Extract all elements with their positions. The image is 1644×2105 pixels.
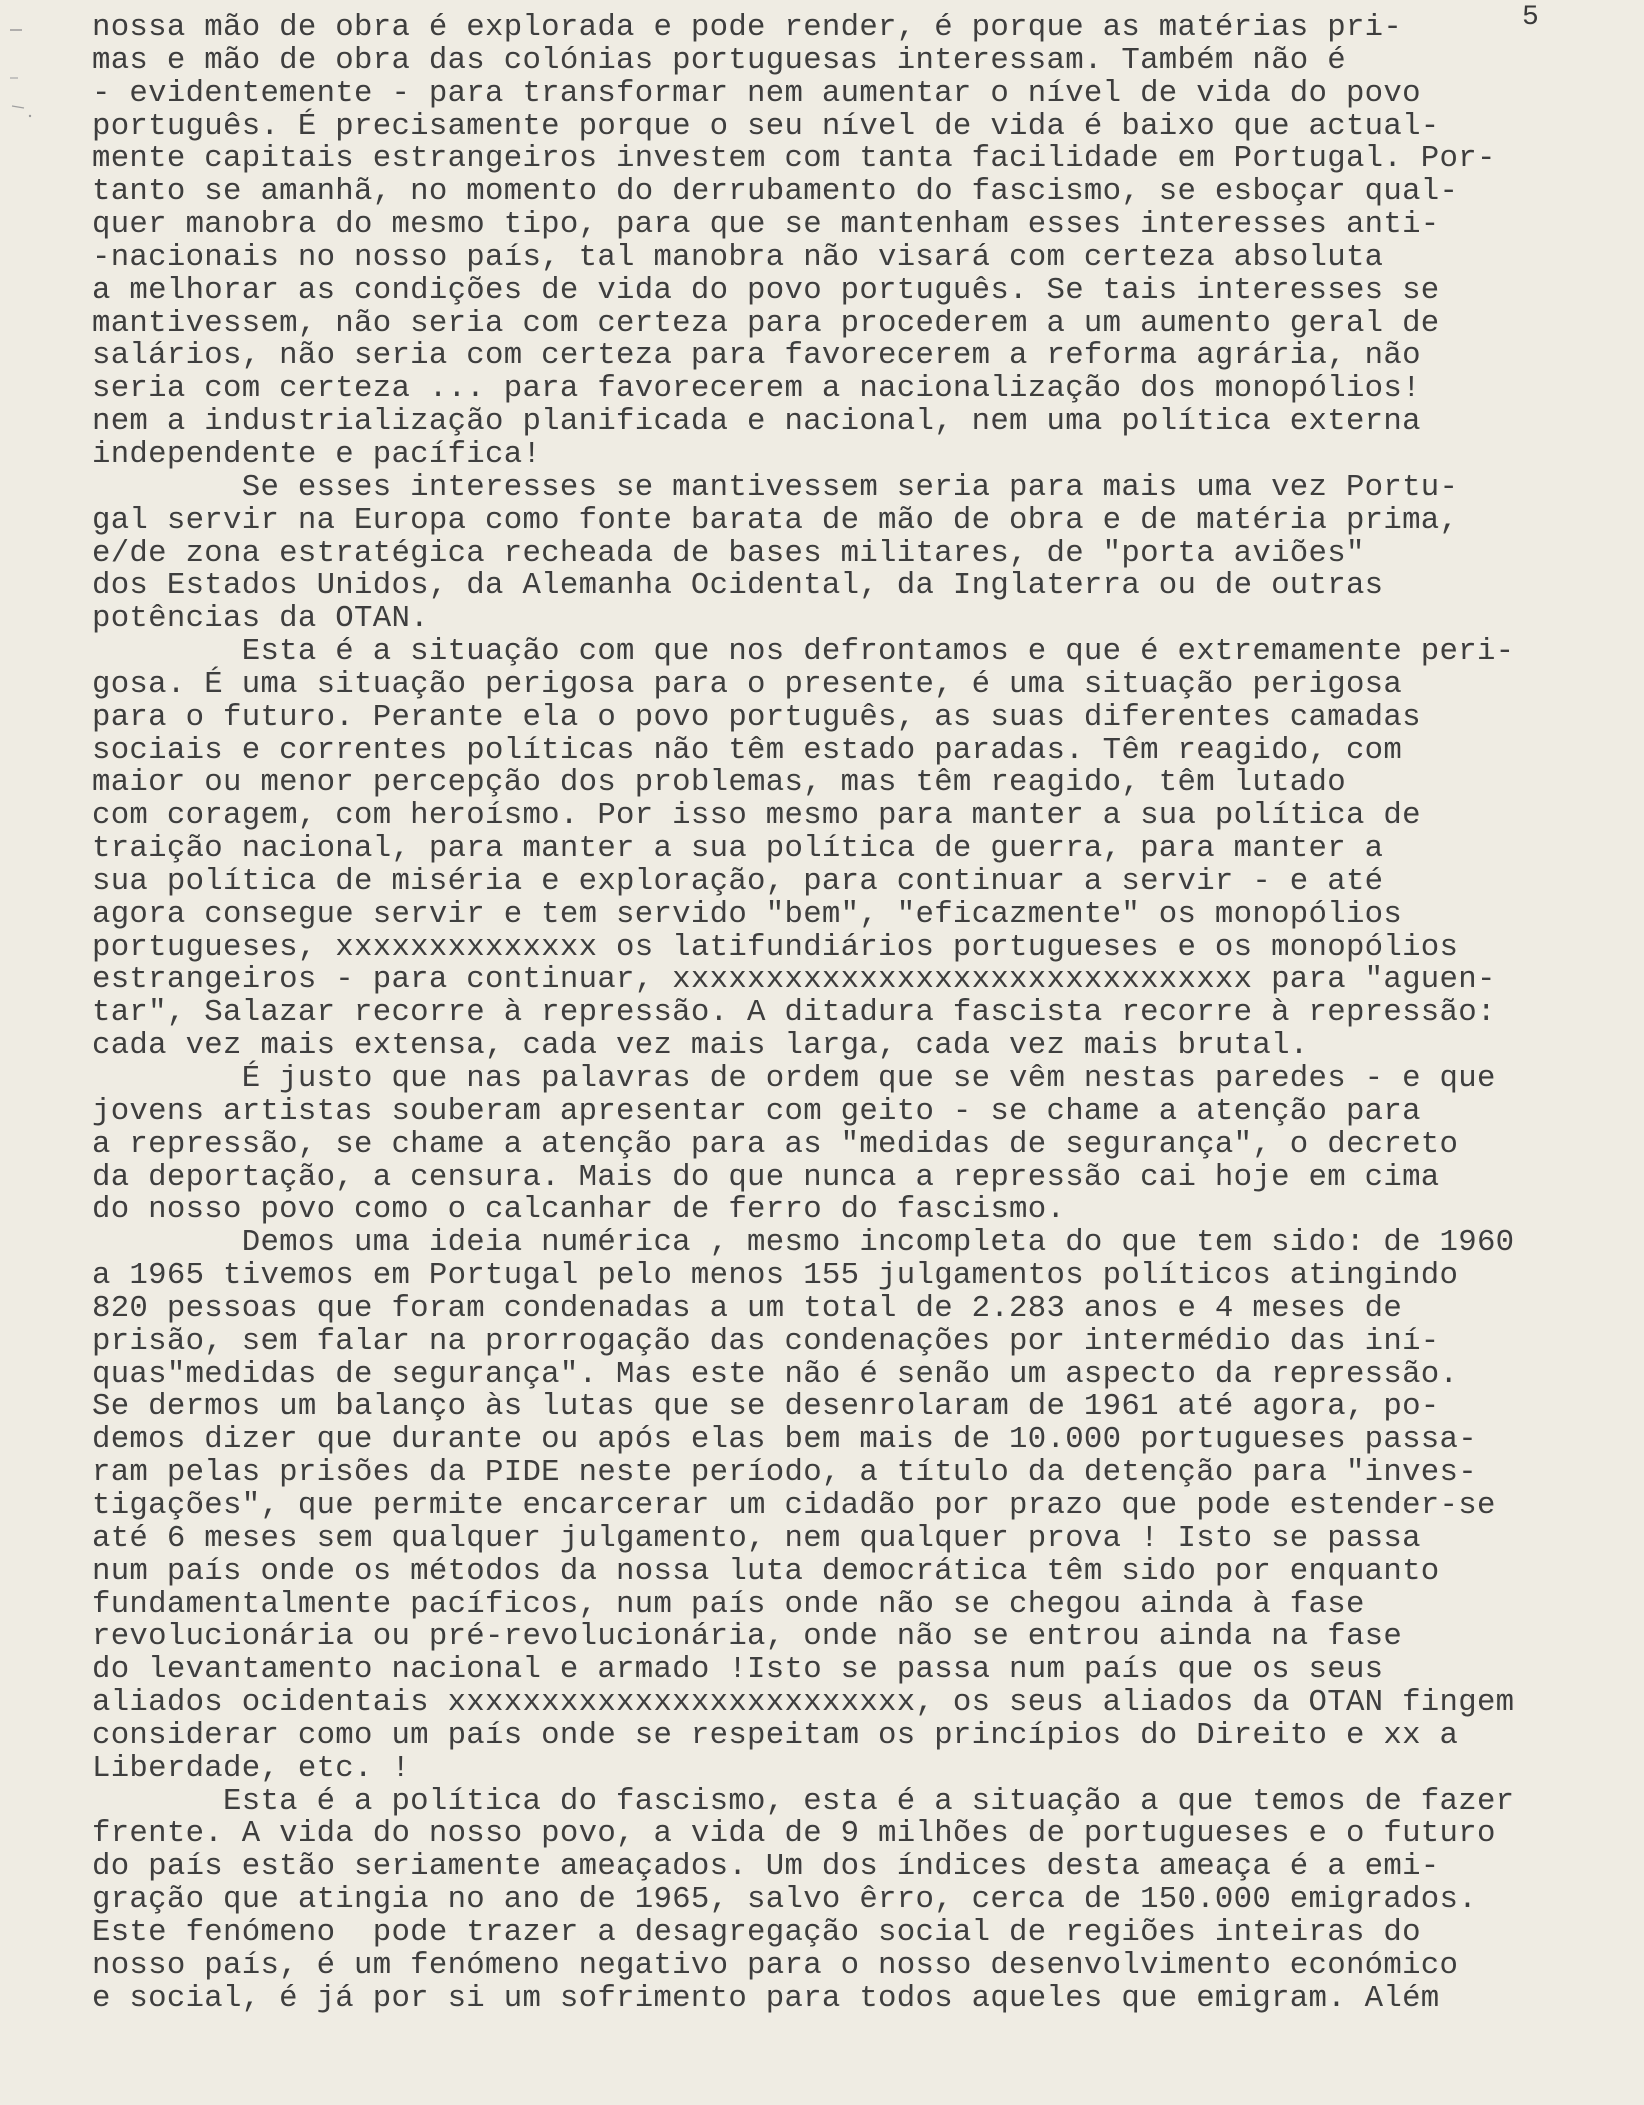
- text-line: É justo que nas palavras de ordem que se vêm nestas paredes - e que: [92, 1061, 1496, 1096]
- document-text: [92, 12, 1632, 2092]
- text-line: 820 pessoas que foram condenadas a um total de 2.283 anos e 4 meses de: [92, 1290, 1403, 1326]
- text-line: até 6 meses sem qualquer julgamento, nem qualquer prova ! Isto se passa: [92, 1520, 1421, 1556]
- text-line: [92, 2015, 1632, 2048]
- text-line: mente capitais estrangeiros investem com tanta facilidade em Portugal. Por-: [92, 141, 1496, 177]
- text-line: demos dizer que durante ou após elas bem mais de 10.000 portugueses passa-: [92, 1422, 1477, 1458]
- text-line: traição nacional, para manter a sua política de guerra, para manter a: [92, 831, 1384, 867]
- text-line: Esta é a política do fascismo, esta é a situação a que temos de fazer: [92, 1783, 1515, 1819]
- text-line: e social, é já por si um sofrimento para todos aqueles que emigram. Além: [92, 1980, 1440, 2016]
- text-line: tar", Salazar recorre à repressão. A ditadura fascista recorre à repressão:: [92, 995, 1496, 1031]
- text-line: potências da OTAN.: [92, 601, 429, 637]
- text-line: sociais e correntes políticas não têm estado paradas. Têm reagido, com: [92, 732, 1403, 768]
- text-line: tigações", que permite encarcerar um cidadão por prazo que pode estender-se: [92, 1487, 1496, 1523]
- text-line: do país estão seriamente ameaçados. Um dos índices desta ameaça é a emi-: [92, 1849, 1440, 1885]
- text-line: portugueses, xxxxxxxxxxxxxx os latifundiários portugueses e os monopólios: [92, 929, 1459, 965]
- text-line: quer manobra do mesmo tipo, para que se mantenham esses interesses anti-: [92, 207, 1440, 243]
- text-line: mantivessem, não seria com certeza para procederem a um aumento geral de: [92, 305, 1440, 341]
- text-line: Se esses interesses se mantivessem seria para mais uma vez Portu-: [92, 469, 1459, 505]
- text-line: nosso país, é um fenómeno negativo para o nosso desenvolvimento económico: [92, 1947, 1459, 1983]
- text-line: estrangeiros - para continuar, xxxxxxxxxxxxxxxxxxxxxxxxxxxxxxx para "aguen-: [92, 962, 1496, 998]
- text-line: a repressão, se chame a atenção para as "medidas de segurança", o decreto: [92, 1126, 1459, 1162]
- text-line: português. É precisamente porque o seu nível de vida é baixo que actual-: [92, 108, 1440, 144]
- text-line: mas e mão de obra das colónias portuguesas interessam. Também não é: [92, 42, 1346, 78]
- text-line: considerar como um país onde se respeitam os princípios do Direito e xx a: [92, 1717, 1459, 1753]
- text-line: nossa mão de obra é explorada e pode render, é porque as matérias pri-: [92, 10, 1403, 45]
- text-line: do levantamento nacional e armado !Isto se passa num país que os seus: [92, 1652, 1384, 1688]
- text-line: - evidentemente - para transformar nem aumentar o nível de vida do povo: [92, 75, 1421, 111]
- text-line: a 1965 tivemos em Portugal pelo menos 155 julgamentos políticos atingindo: [92, 1258, 1459, 1294]
- text-line: tanto se amanhã, no momento do derrubamento do fascismo, se esboçar qual-: [92, 174, 1459, 210]
- page-number: 5: [1522, 2, 1539, 33]
- text-line: aliados ocidentais xxxxxxxxxxxxxxxxxxxxxxxxx, os seus aliados da OTAN fingem: [92, 1685, 1515, 1721]
- text-line: gosa. É uma situação perigosa para o presente, é uma situação perigosa: [92, 666, 1403, 702]
- text-line: Se dermos um balanço às lutas que se desenrolaram de 1961 até agora, po-: [92, 1389, 1440, 1425]
- text-line: agora consegue servir e tem servido "bem", "eficazmente" os monopólios: [92, 896, 1403, 932]
- text-line: independente e pacífica!: [92, 436, 542, 472]
- text-line: Esta é a situação com que nos defrontamos e que é extremamente peri-: [92, 634, 1515, 670]
- margin-ink-marks: [8, 20, 38, 140]
- text-line: ram pelas prisões da PIDE neste período, a título da detenção para "inves-: [92, 1455, 1477, 1491]
- text-line: -nacionais no nosso país, tal manobra não visará com certeza absoluta: [92, 239, 1384, 275]
- text-line: e/de zona estratégica recheada de bases militares, de "porta aviões": [92, 535, 1365, 571]
- text-line: com coragem, com heroísmo. Por isso mesmo para manter a sua política de: [92, 798, 1421, 834]
- text-line: a melhorar as condições de vida do povo português. Se tais interesses se: [92, 272, 1440, 308]
- text-line: do nosso povo como o calcanhar de ferro do fascismo.: [92, 1192, 1066, 1228]
- text-line: da deportação, a censura. Mais do que nunca a repressão cai hoje em cima: [92, 1159, 1440, 1195]
- text-line: fundamentalmente pacíficos, num país onde não se chegou ainda à fase: [92, 1586, 1365, 1622]
- text-line: prisão, sem falar na prorrogação das condenações por intermédio das iní-: [92, 1323, 1440, 1359]
- text-line: cada vez mais extensa, cada vez mais larga, cada vez mais brutal.: [92, 1028, 1309, 1064]
- text-line: num país onde os métodos da nossa luta democrática têm sido por enquanto: [92, 1553, 1440, 1589]
- text-line: salários, não seria com certeza para favorecerem a reforma agrária, não: [92, 338, 1421, 374]
- text-line: Demos uma ideia numérica , mesmo incompleta do que tem sido: de 1960: [92, 1225, 1515, 1261]
- text-line: para o futuro. Perante ela o povo português, as suas diferentes camadas: [92, 699, 1421, 735]
- text-line: Este fenómeno pode trazer a desagregação social de regiões inteiras do: [92, 1914, 1421, 1950]
- text-line: gração que atingia no ano de 1965, salvo êrro, cerca de 150.000 emigrados.: [92, 1882, 1477, 1918]
- text-line: frente. A vida do nosso povo, a vida de 9 milhões de portugueses e o futuro: [92, 1816, 1496, 1852]
- text-line: seria com certeza ... para favorecerem a nacionalização dos monopólios!: [92, 371, 1421, 407]
- text-line: gal servir na Europa como fonte barata de mão de obra e de matéria prima,: [92, 502, 1459, 538]
- text-line: Liberdade, etc. !: [92, 1750, 411, 1786]
- text-line: sua política de miséria e exploração, para continuar a servir - e até: [92, 863, 1384, 899]
- text-line: maior ou menor percepção dos problemas, mas têm reagido, têm lutado: [92, 765, 1346, 801]
- text-line: quas"medidas de segurança". Mas este não é senão um aspecto da repressão.: [92, 1356, 1459, 1392]
- text-line: dos Estados Unidos, da Alemanha Ocidental, da Inglaterra ou de outras: [92, 568, 1384, 604]
- text-line: revolucionária ou pré-revolucionária, onde não se entrou ainda na fase: [92, 1619, 1403, 1655]
- text-line: jovens artistas souberam apresentar com geito - se chame a atenção para: [92, 1093, 1421, 1129]
- text-line: nem a industrialização planificada e nacional, nem uma política externa: [92, 404, 1421, 440]
